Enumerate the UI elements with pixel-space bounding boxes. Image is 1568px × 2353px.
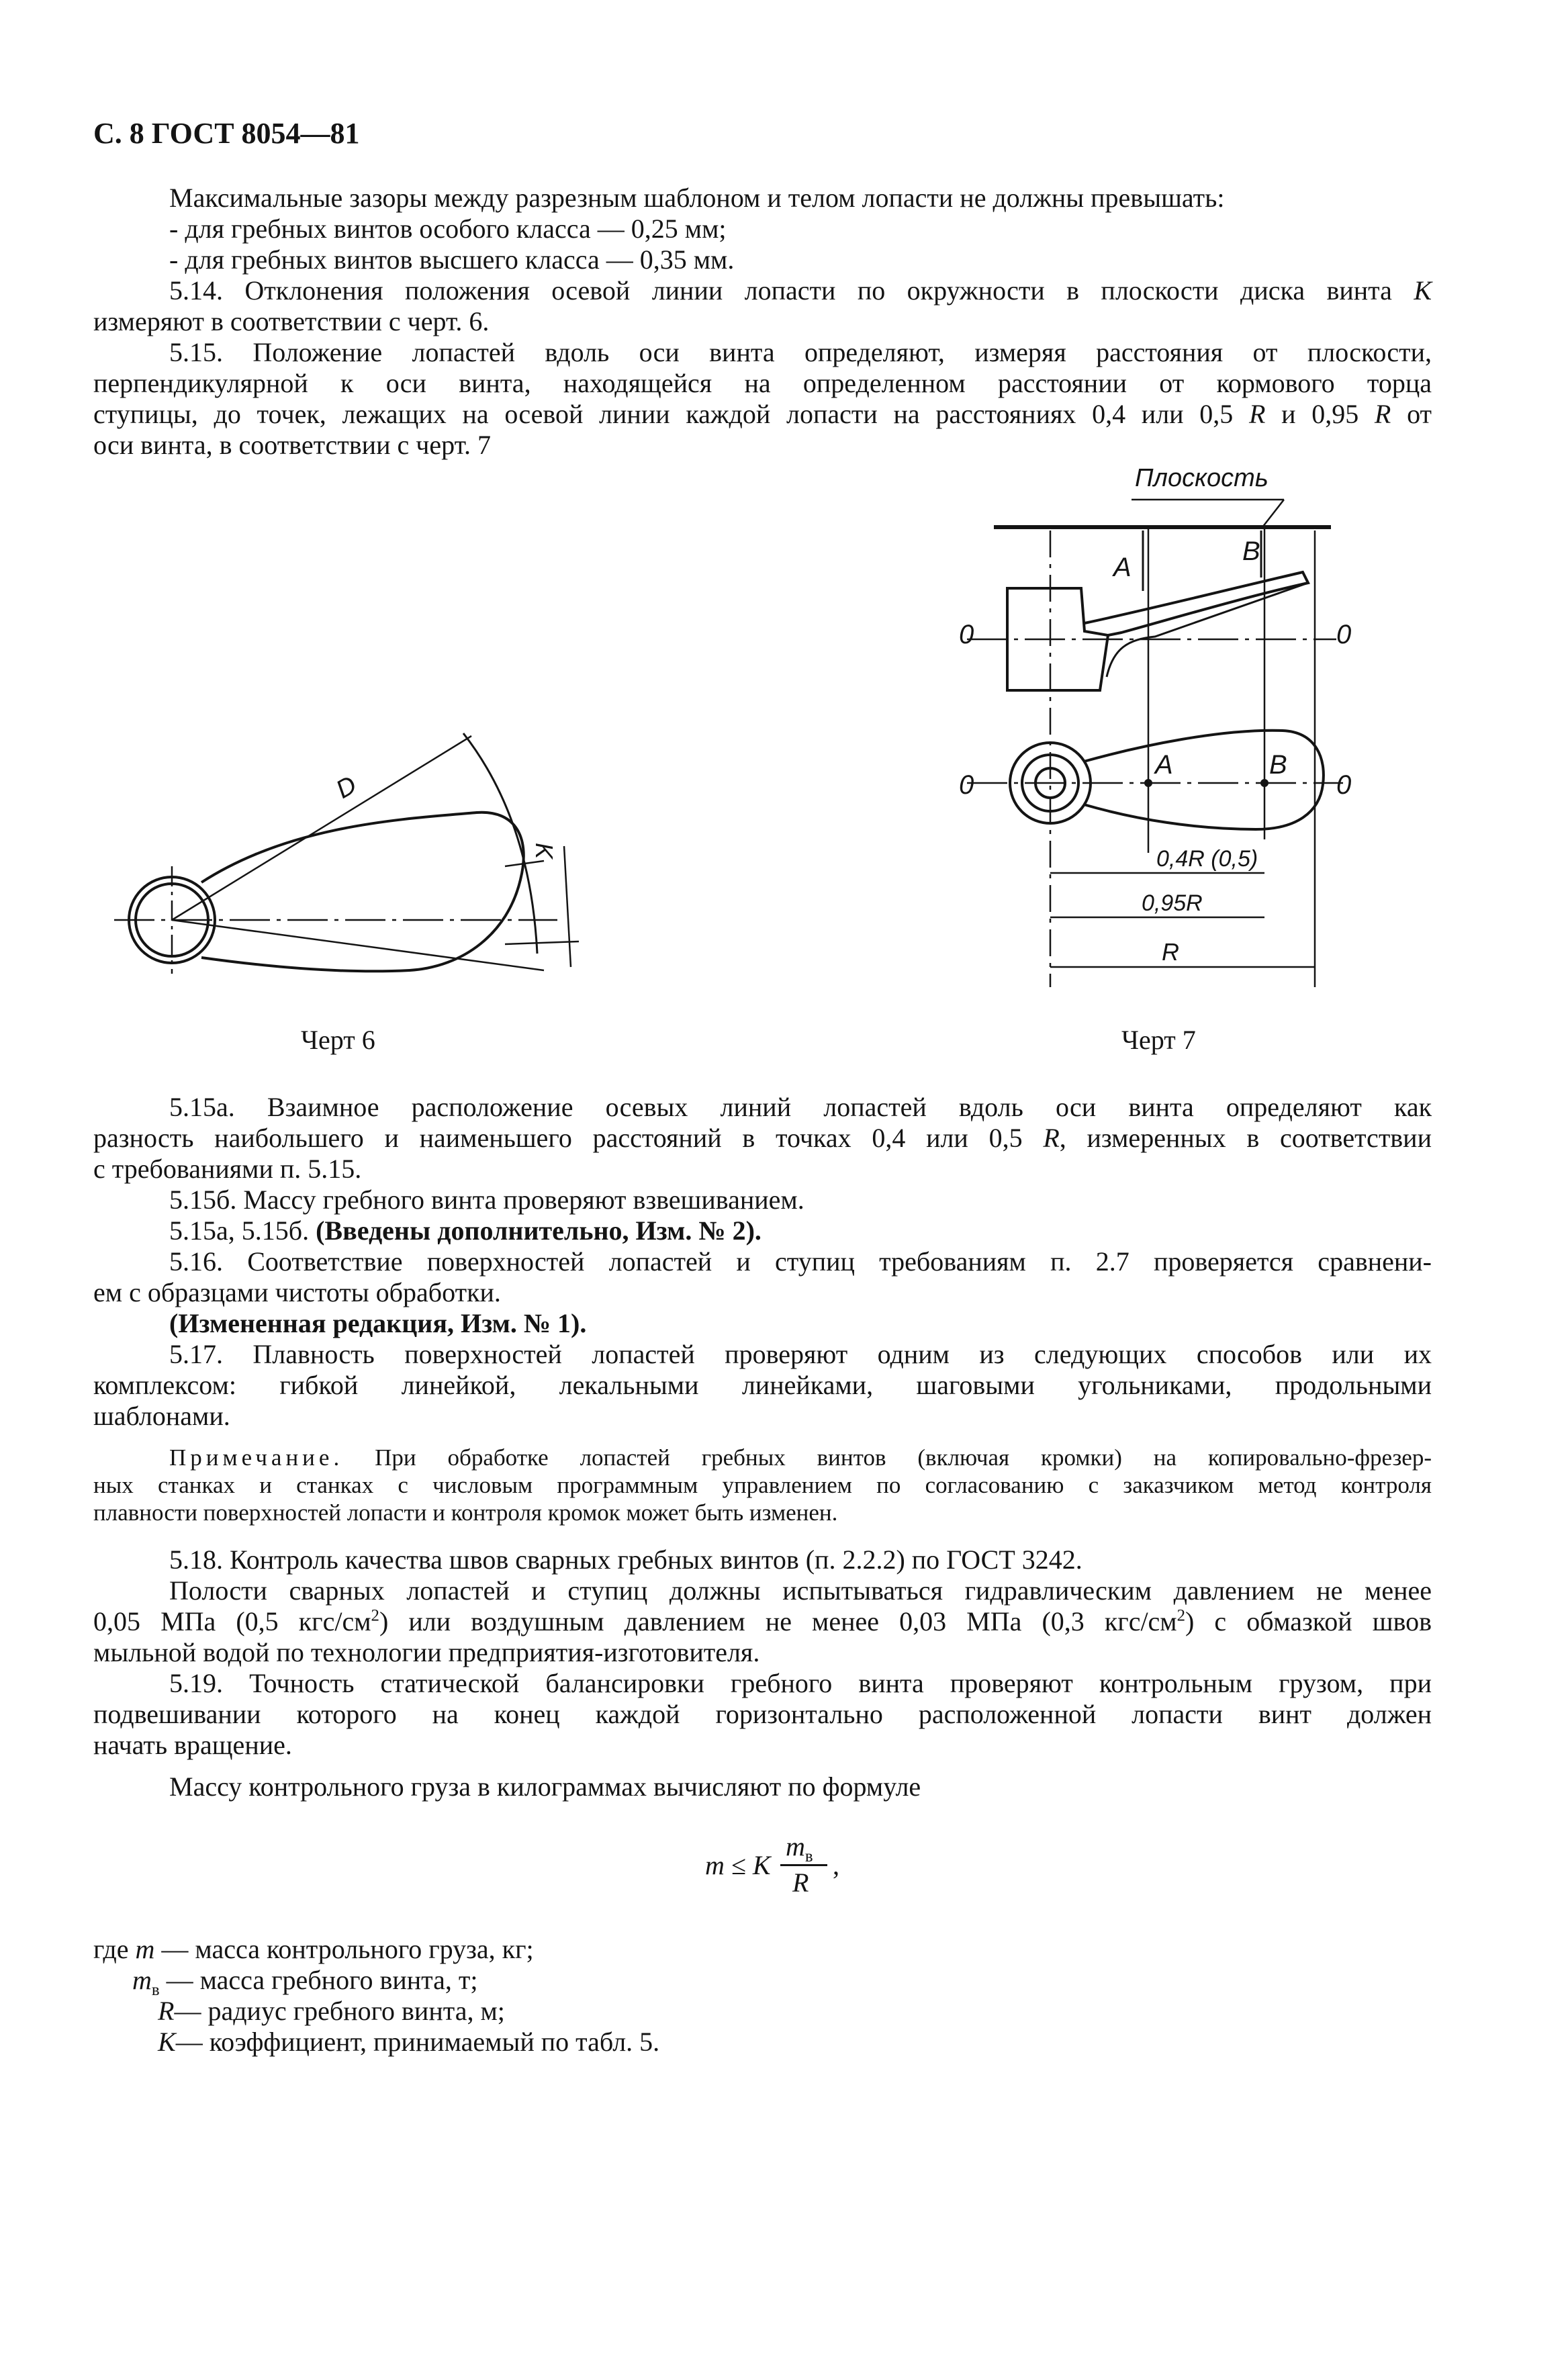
fig6-blade-outline [201,813,524,972]
where-item-mv: $m_в$ — масса гребного винта, т; [132,1965,478,1999]
list-item-highest-class: - для гребных винтов высшего класса — 0,35 мм. [169,244,735,275]
fig7-front-blade [1084,731,1324,829]
paragraph-5-18-test-line1: Полости сварных лопастей и ступиц должны испытываться гидравлическим давлением не менее [169,1575,1432,1606]
paragraph-5-19-line1: 5.19. Точность статической балансировки гребного винта проверяют контрольным грузом, при [169,1668,1432,1698]
paragraph-5-16-line1: 5.16. Соответствие поверхностей лопастей и ступиц требованиям п. 2.7 проверяется сравнени- [169,1246,1432,1277]
paragraph-5-15-line2: перпендикулярной к оси винта, находящейся на определенном расстоянии от кормового торца [93,368,1432,398]
where-item-r: R— радиус гребного винта, м; [158,1996,505,2026]
paragraph-5-15-line1: 5.15. Положение лопастей вдоль оси винта определяют, измеряя расстояния от плоскости, [169,337,1432,367]
fig6-k-extension-bottom [505,941,579,944]
formula-mass [705,1831,866,1904]
note-line1: Примечание. При обработке лопастей гребных винтов (включая кромки) на копировально-фрезер- [169,1444,1432,1471]
formula-denominator: R [792,1867,809,1898]
paragraph-5-15b: 5.15б. Массу гребного винта проверяют взвешиванием. [169,1185,804,1215]
fig7-dim-095r-label: 0,95R [1142,890,1203,916]
fig7-axis-label-right-top: 0 [1336,620,1352,649]
paragraph-5-15-line4: оси винта, в соответствии с черт. 7 [93,430,492,460]
formula-numerator: $m_в$ [786,1831,813,1865]
fig7-label-b-side: B [1242,537,1260,566]
fig7-axis-label-right-bottom: 0 [1336,770,1352,800]
paragraph-gaps-intro: Максимальные зазоры между разрезным шаблоном и телом лопасти не должны превышать: [169,183,1225,213]
paragraph-5-19-formula-intro: Массу контрольного груза в килограммах вычисляют по формуле [169,1771,921,1802]
paragraph-5-15a-line2: разность наибольшего и наименьшего расстояний в точках 0,4 или 0,5 R, измеренных в соответствии [93,1123,1432,1153]
figure-6-blade-drawing [101,712,625,994]
note-line3: плавности поверхностей лопасти и контроля кромок может быть изменен. [93,1500,838,1526]
fig6-k-dimension-line [564,846,571,967]
paragraph-5-17-line2: комплексом: гибкой линейкой, лекальными линейками, шаговыми угольниками, продольными [93,1370,1432,1400]
fig7-dim-04r-label: 0,4R (0,5) [1156,846,1258,872]
paragraph-5-14-line2: измеряют в соответствии с черт. 6. [93,306,490,336]
paragraph-5-18-test-line3: мыльной водой по технологии предприятия-изготовителя. [93,1637,760,1667]
paragraph-5-14-line1: 5.14. Отклонения положения осевой линии лопасти по окружности в плоскости диска винта K [169,275,1432,306]
fig7-point-b-marker [1260,779,1269,787]
figure-7-blade-position-drawing [940,463,1356,1001]
fig7-plane-leader [1262,500,1284,527]
fig7-side-blade-root [1107,583,1308,677]
paragraph-5-15-line3: ступицы, до точек, лежащих на осевой линии каждой лопасти на расстояниях 0,4 или 0,5 R и 0,95 R от [93,399,1432,429]
paragraph-5-16-revision: (Измененная редакция, Изм. № 1). [169,1308,587,1338]
where-item-m: где m — масса контрольного груза, кг; [93,1934,534,1964]
fig7-axis-label-left-top: 0 [959,620,974,649]
page-header: С. 8 ГОСТ 8054—81 [93,117,360,150]
paragraph-5-17-line1: 5.17. Плавность поверхностей лопастей проверяют одним из следующих способов или их [169,1339,1432,1369]
paragraph-5-18-test-line2: 0,05 МПа (0,5 кгс/$см^2$) или воздушным давлением не менее 0,03 МПа (0,3 кгс/$см^2$) с обмазкой швов [93,1606,1432,1636]
figure-6-caption: Черт 6 [301,1025,375,1055]
paragraph-5-16-line2: ем с образцами чистоты обработки. [93,1277,501,1307]
paragraph-5-15a-line3: с требованиями п. 5.15. [93,1154,362,1184]
fig7-plane-label: Плоскость [1135,464,1269,492]
fig6-radius-line-lower [172,920,544,970]
paragraph-5-19-line3: начать вращение. [93,1730,292,1760]
note-line2: ных станках и станках с числовым программным управлением по согласованию с заказчиком метод контроля [93,1472,1432,1498]
paragraph-5-18: 5.18. Контроль качества швов сварных гребных винтов (п. 2.2.2) по ГОСТ 3242. [169,1544,1082,1575]
formula-trail: , [833,1850,839,1880]
fig7-axis-label-left-bottom: 0 [959,770,974,800]
formula-fraction-bar [780,1864,827,1866]
fig6-label-k: K [531,843,558,860]
fig7-label-a-side: A [1113,553,1132,582]
figure-7-caption: Черт 7 [1121,1025,1196,1055]
note-label: Примечание. [169,1444,344,1471]
paragraph-5-15a-line1: 5.15а. Взаимное расположение осевых линий лопастей вдоль оси винта определяют как [169,1092,1432,1122]
paragraph-5-15ab-amendment: 5.15а, 5.15б. (Введены дополнительно, Изм. № 2). [169,1215,762,1246]
fig7-label-a-front: A [1155,750,1173,780]
fig6-label-d: D [331,770,362,804]
fig7-label-b-front: B [1269,750,1287,780]
fig7-dim-r-label: R [1162,938,1179,966]
paragraph-5-19-line2: подвешивании которого на конец каждой горизонтально расположенной лопасти винт должен [93,1699,1432,1729]
fig6-radius-line-upper [172,736,471,920]
fig7-point-a-marker [1144,779,1152,787]
list-item-special-class: - для гребных винтов особого класса — 0,25 мм; [169,214,727,244]
paragraph-5-17-line3: шаблонами. [93,1401,230,1431]
formula-lhs: m ≤ K [705,1850,771,1880]
where-item-k: K— коэффициент, принимаемый по табл. 5. [158,2027,660,2057]
